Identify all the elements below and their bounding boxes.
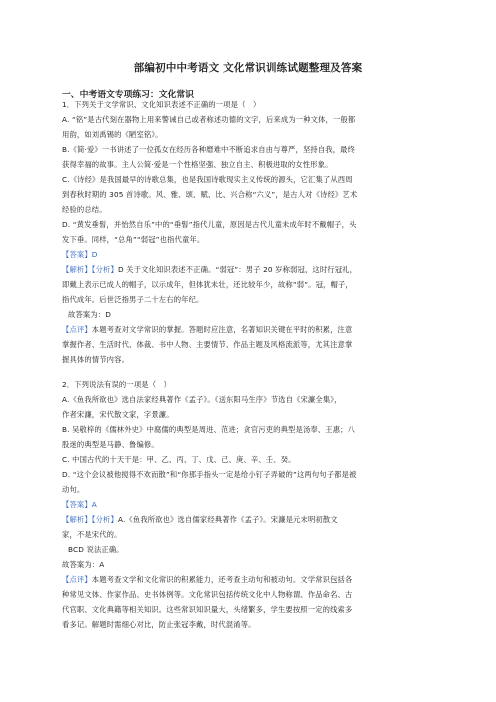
q1-line: 到春秋时期的 305 首诗歌。风、雅、颂、赋、比、兴合称“六义”，是古人对《诗经》艺术 (62, 190, 358, 199)
q1-line: 1．下列关于文学常识、文化知识表述不正确的一项是（ ） (62, 100, 261, 109)
q1-line: 发下垂。同样，“总角”“弱冠”也指代童年。 (62, 235, 205, 244)
q2-line: 作者宋濂，宋代散文家，字景濂。 (62, 410, 174, 419)
label-tag: 【点评】 (62, 325, 92, 334)
analysis1-line (62, 263, 434, 278)
q1-line: A. “铭”是古代刻在器物上用来警诫自己或者称述功德的文字，后来成为一种文体，一般都 (62, 115, 356, 124)
answer-2 (62, 498, 434, 513)
analysis2-line: 家，不是宋代的。 (62, 530, 122, 539)
label-tag: 【解析】【分析】 (62, 265, 118, 274)
label-tag: 【点评】 (62, 575, 92, 584)
q2-line: 股迷的典型是马静、鲁编修。 (62, 440, 159, 449)
q1-line: D. “黄发垂髫，并怡然自乐”中的“垂髫”指代儿童，原因是古代儿童未成年时不戴帽子，头 (62, 220, 357, 229)
q2-line: D. “这个会议被他搅得不欢而散”和“你那手指头一定是给小钉子弄破的”这两句句子都是被 (62, 470, 357, 479)
answer-1-label: 【答案】D (62, 250, 98, 259)
q1-line: C.《诗经》是我国最早的诗歌总集，也是我国诗歌现实主义传统的源头，它汇集了从西周 (62, 175, 353, 184)
analysis2-line (62, 513, 434, 528)
label-tag: 【解析】【分析】 (62, 515, 118, 524)
q1-line: 经验的总结。 (62, 205, 107, 214)
analysis1-line: 故答案为：D (68, 310, 112, 319)
q2-line: C. 中国古代的十天干是：甲、乙、丙、丁、戊、己、庚、辛、壬、癸。 (62, 455, 296, 464)
analysis1-line: 握具体的情节内容。 (62, 355, 130, 364)
analysis1-line: 即戴上表示已成人的帽子，以示成年，但体犹未壮，还比较年少，故称“弱”。冠，帽子， (62, 280, 353, 289)
q1-line: B.《简·爱》一书讲述了一位孤女在经历各种磨难中不断追求自由与尊严，坚持自我，最终 (62, 145, 356, 154)
analysis2-line: 看多记。解题时需细心对比，防止张冠李戴，时代混淆等。 (62, 620, 256, 629)
analysis2-line: 故答案为：A (62, 560, 105, 569)
line-text: D 关于文化知识表述不正确。“弱冠”：男子 20 岁称弱冠，这时行冠礼， (117, 265, 358, 274)
line-text: A.《鱼我所欲也》选自儒家经典著作《孟子》。宋濂是元末明初散文 (117, 515, 338, 524)
analysis1-line: 掌握作者、生活时代、体裁、书中人物、主要情节、作品主题及风格流派等，尤其注意掌 (62, 340, 353, 349)
analysis1-line (62, 323, 434, 338)
line-text: 本题考查对文学常识的掌握。答题时应注意，名著知识关键在平时的积累，注意 (91, 325, 353, 334)
answer-2-label: 【答案】A (62, 500, 97, 509)
document-title: 部编初中中考语文 文化常识训练试题整理及答案 (133, 62, 363, 74)
q2-line: 动句。 (62, 485, 85, 494)
analysis2-line: BCD 说法正确。 (68, 545, 124, 554)
q2-line: A.《鱼我所欲也》选自法家经典著作《孟子》。《送东阳马生序》节选自《宋濂全集》， (62, 395, 342, 404)
answer-1 (62, 248, 434, 263)
line-text: 本题考查文学和文化常识的积累能力，还考查主动句和被动句。文学常识包括各 (91, 575, 353, 584)
analysis1-line: 指代成年。后世泛指男子二十左右的年纪。 (62, 295, 204, 304)
q1-line: 获得幸福的故事。主人公简·爱是一个性格坚强、独立自主、积极进取的女性形象。 (62, 160, 333, 169)
section-heading: 一、中考语文专项练习：文化常识 (62, 90, 194, 100)
q2-line: B. 吴敬梓的《儒林外史》中腐儒的典型是周进、范进；贪官污吏的典型是汤奉、王惠；八 (62, 425, 356, 434)
analysis2-line: 种常见文体、作家作品、史书体例等。文化常识包括传统文化中人物称谓、作品命名、古 (62, 590, 353, 599)
q2-line: 2．下列说法有误的一项是（ ） (62, 380, 172, 389)
q1-line: 用韵，如刘禹锡的《陋室铭》。 (62, 130, 163, 139)
analysis2-line: 代官职、文化典籍等相关知识。这些常识知识量大，头绪繁多，学生要按照一定的线索多 (62, 605, 353, 614)
analysis2-line (62, 573, 434, 588)
